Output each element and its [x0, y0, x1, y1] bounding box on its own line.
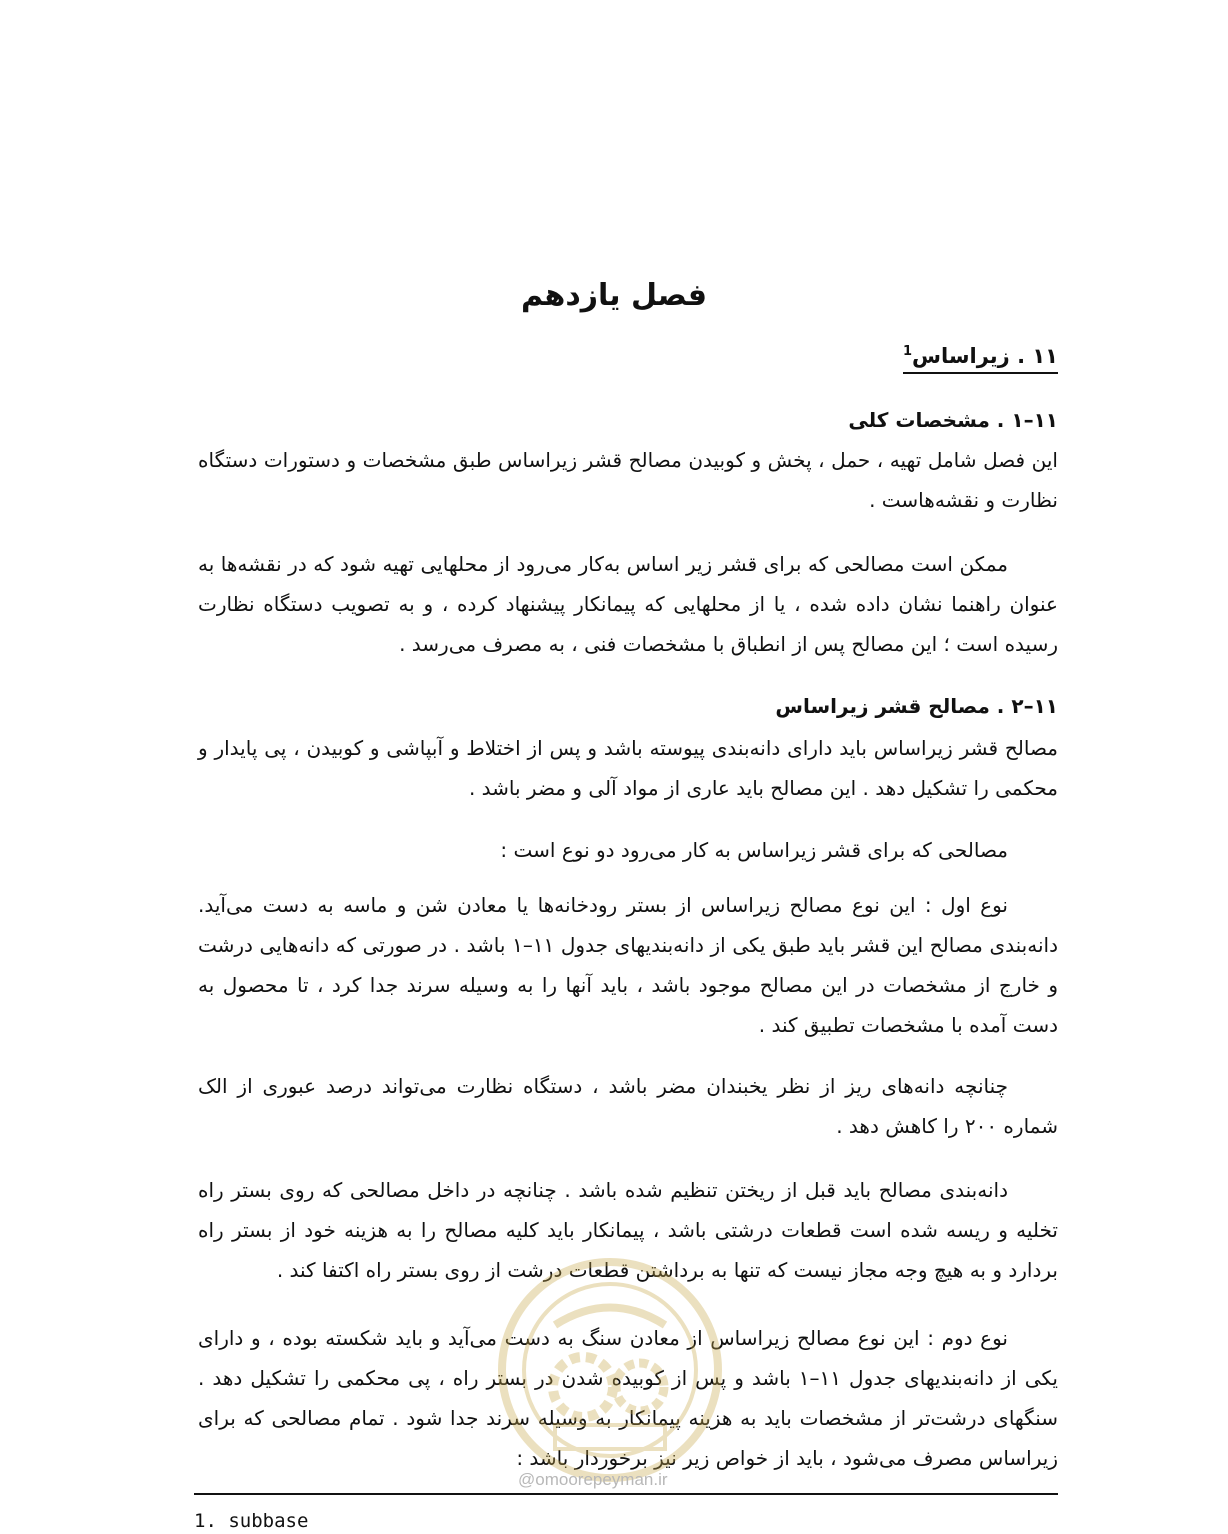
paragraph: مصالحی که برای قشر زیراساس به کار می‌رود دو نوع است :: [500, 838, 1008, 862]
subsection-heading-general: ۱۱–۱ . مشخصات کلی: [848, 408, 1058, 432]
footnote: 1. subbase: [194, 1510, 309, 1532]
section-heading: [903, 344, 1058, 374]
paragraph: ممکن است مصالحی که برای قشر زیر اساس به‌کار می‌رود از محلهایی تهیه شود که در نقشه‌ها به عنوان راهنما نشان داده شده ، یا از محلهایی که پیمانکار پیشنهاد کرده ، و به تصویب دستگاه نظارت رسیده است ؛ این مصالح پس از انطباق با مشخصات فنی ، به مصرف می‌رسد .: [198, 552, 1058, 656]
paragraph: این فصل شامل تهیه ، حمل ، پخش و کوبیدن مصالح قشر زیراساس طبق مشخصات و دستورات دستگاه نظارت و نقشه‌هاست .: [198, 448, 1058, 512]
paragraph: نوع اول : این نوع مصالح زیراساس از بستر رودخانه‌ها یا معادن شن و ماسه به دست می‌آید. دانه‌بندی مصالح این قشر باید طبق یکی از دانه‌بندیهای جدول ۱۱–۱ باشد . در صورتی که دانه‌هایی درشت و خارج از مشخصات در این مصالح موجود باشد ، باید آنها را به وسیله سرند جدا کرد ، تا محصول به دست آمده با مشخصات تطبیق کند .: [198, 893, 1058, 1037]
watermark-url: @omoorepeyman.ir: [518, 1470, 668, 1489]
chapter-title: فصل یازدهم: [521, 278, 707, 313]
subsection-heading-materials: ۱۱–۲ . مصالح قشر زیراساس: [775, 694, 1058, 718]
footnote-reference: 1: [902, 344, 912, 359]
paragraph: دانه‌بندی مصالح باید قبل از ریختن تنظیم شده باشد . چنانچه در داخل مصالحی که روی بستر راه تخلیه و ریسه شده است قطعات درشتی باشد ، پیمانکار باید کلیه مصالح را به هزینه خود از بستر راه بردارد و به هیچ وجه مجاز نیست که تنها به برداشتن قطعات درشت از روی بستر راه اکتفا کند .: [198, 1178, 1058, 1282]
section-number: ۱۱ .: [1017, 344, 1058, 368]
paragraph: مصالح قشر زیراساس باید دارای دانه‌بندی پیوسته باشد و پس از اختلاط و آبپاشی و کوبیدن ، پی پایدار و محکمی را تشکیل دهد . این مصالح باید عاری از مواد آلی و مضر باشد .: [198, 736, 1058, 800]
footnote-divider: [194, 1493, 1058, 1495]
paragraph: نوع دوم : این نوع مصالح زیراساس از معادن سنگ به دست می‌آید و باید شکسته بوده ، و دارای یکی از دانه‌بندیهای جدول ۱۱–۱ باشد و پس از کوبیده شدن در بستر راه ، پی محکمی را تشکیل دهد . سنگهای درشت‌تر از مشخصات باید به هزینه پیمانکار به وسیله سرند جدا شود . تمام مصالحی که برای زیراساس مصرف می‌شود ، باید از خواص زیر نیز برخوردار باشد :: [198, 1326, 1058, 1470]
section-title: زیراساس: [911, 344, 1010, 368]
paragraph: چنانچه دانه‌های ریز از نظر یخبندان مضر باشد ، دستگاه نظارت می‌تواند درصد عبوری از الک شماره ۲۰۰ را کاهش دهد .: [198, 1074, 1058, 1138]
